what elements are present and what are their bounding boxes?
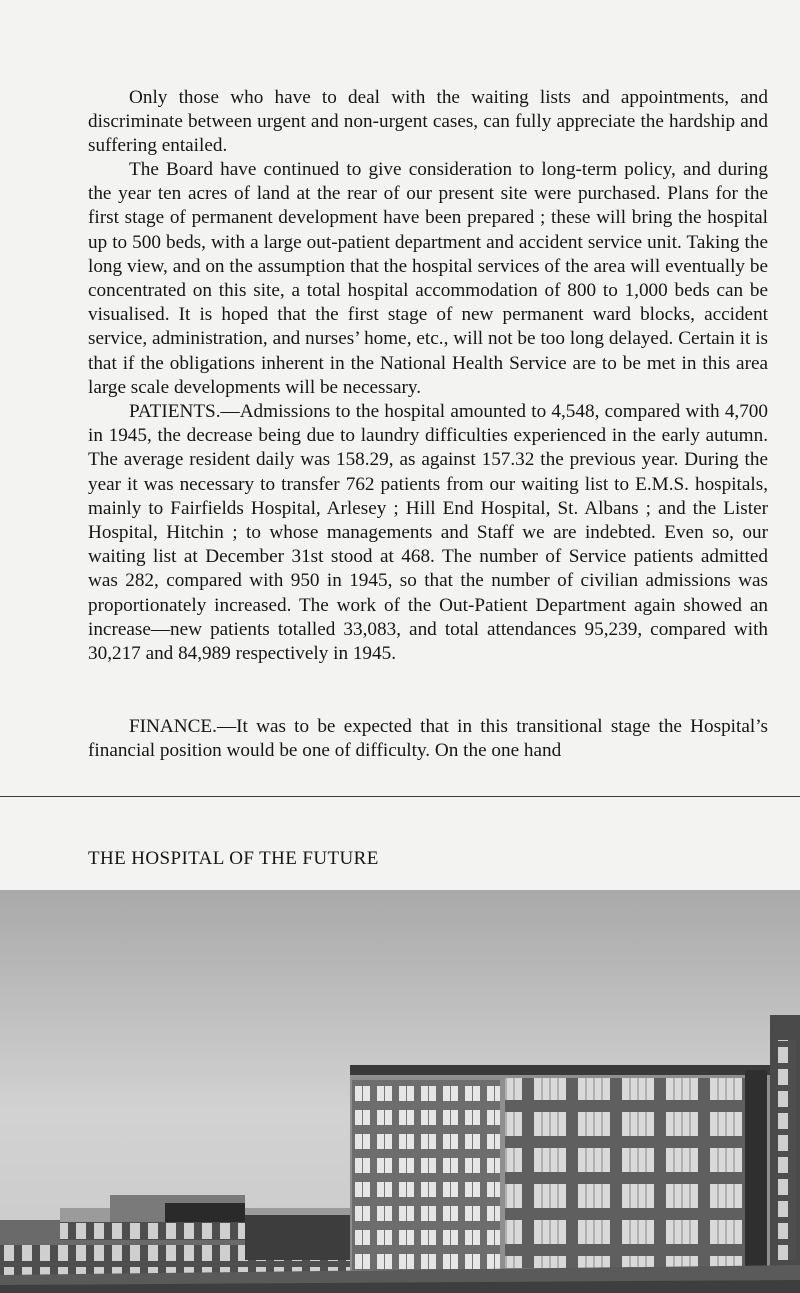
paragraph-waiting-lists: Only those who have to deal with the waiting lists and appointments, and discriminate between urgent and non-urgent cases, can fully appreciate the hardship and suffering entailed. xyxy=(88,87,768,157)
photo-caption: THE HOSPITAL OF THE FUTURE xyxy=(88,848,379,869)
hospital-photograph xyxy=(0,890,800,1293)
paragraph-long-term-policy: The Board have continued to give consideration to long-term policy, and during the year ten acres of land at the rear of our present site were purchased. Plans for the first stage of permanent development have been prepared ; these will bring the hospital up to 500 beds, with a large out-patient department and accident service unit. Taking the long view, and on the assumption that the hospital services of the area will eventually be concentrated on this site, a total hospital accommodation of 800 to 1,000 beds can be visualised. It is hoped that the first stage of new permanent ward blocks, accident service, administration, and nurses’ home, etc., will not be too long delayed. Certain it is that if the obligations inherent in the National Health Service are to be met in this area large scale developments will be necessary. xyxy=(88,159,768,398)
paragraph-patients: PATIENTS.—Admissions to the hospital amounted to 4,548, compared with 4,700 in 1945, the decrease being due to laundry difficulties experienced in the early autumn. The average resident daily was 158.29, as against 157.32 the previous year. During the year it was necessary to transfer 762 patients from our waiting list to E.M.S. hospitals, mainly to Fairfields Hospital, Arlesey ; Hill End Hospital, St. Albans ; and the Lister Hospital, Hitchin ; to whose managements and Staff we are indebted. Even so, our waiting list at December 31st stood at 468. The number of Service patients admitted was 282, compared with 950 in 1945, so that the number of civilian admissions was proportionately increased. The work of the Out-Patient Department again showed an increase—new patients totalled 33,083, and total attendances 95,239, compared with 30,217 and 84,989 respectively in 1945. xyxy=(88,401,768,665)
paragraph-finance: FINANCE.—It was to be expected that in this transitional stage the Hospital’s financial position would be one of difficulty. On the one hand xyxy=(88,716,768,762)
section-divider xyxy=(0,796,800,797)
